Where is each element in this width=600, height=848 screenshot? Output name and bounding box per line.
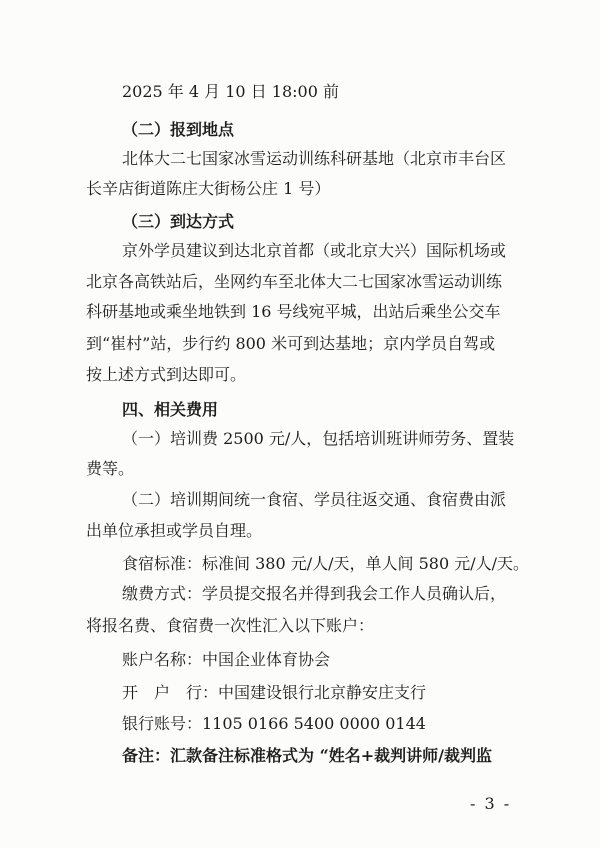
text-line-location-1: 北体大二七国家冰雪运动训练科研基地（北京市丰台区 xyxy=(122,149,507,168)
text-line-payment-1: 缴费方式：学员提交报名并得到我会工作人员确认后， xyxy=(122,584,507,603)
text-line-remark: 备注：汇款备注标准格式为 “姓名+裁判讲师/裁判监 xyxy=(122,746,493,765)
text-line-arrival-3: 科研基地或乘坐地铁到 16 号线宛平城，出站后乘坐公交车 xyxy=(86,302,501,321)
text-line-payment-2: 将报名费、食宿费一次性汇入以下账户： xyxy=(86,616,375,635)
text-line-account-name: 账户名称：中国企业体育协会 xyxy=(122,650,331,669)
text-line-arrival-2: 北京各高铁站后，坐网约车至北体大二七国家冰雪运动训练 xyxy=(86,272,503,291)
text-line-arrival-1: 京外学员建议到达北京首都（或北京大兴）国际机场或 xyxy=(122,241,507,260)
text-line-bank: 开 户 行：中国建设银行北京静安庄支行 xyxy=(122,683,427,702)
text-line-deadline: 2025 年 4 月 10 日 18:00 前 xyxy=(122,82,339,101)
page-number: - 3 - xyxy=(470,794,512,813)
text-line-lodging-1: （二）培训期间统一食宿、学员往返交通、食宿费由派 xyxy=(122,490,507,509)
section-heading-fees: 四、相关费用 xyxy=(122,400,219,419)
text-line-arrival-4: 到“崔村”站，步行约 800 米可到达基地；京内学员自驾或 xyxy=(86,334,496,353)
section-heading-arrival: （三）到达方式 xyxy=(122,212,235,231)
text-line-fee-2: 费等。 xyxy=(86,459,135,478)
text-line-lodging-2: 出单位承担或学员自理。 xyxy=(86,521,263,540)
text-line-arrival-5: 按上述方式到达即可。 xyxy=(86,365,247,384)
text-line-account-number: 银行账号：1105 0166 5400 0000 0144 xyxy=(122,714,426,733)
text-line-lodging-standard: 食宿标准：标准间 380 元/人/天，单人间 580 元/人/天。 xyxy=(122,554,529,573)
text-line-fee-1: （一）培训费 2500 元/人，包括培训班讲师劳务、置装 xyxy=(122,429,515,448)
section-heading-location: （二）报到地点 xyxy=(122,120,235,139)
text-line-location-2: 长辛店街道陈庄大街杨公庄 1 号） xyxy=(86,179,331,198)
